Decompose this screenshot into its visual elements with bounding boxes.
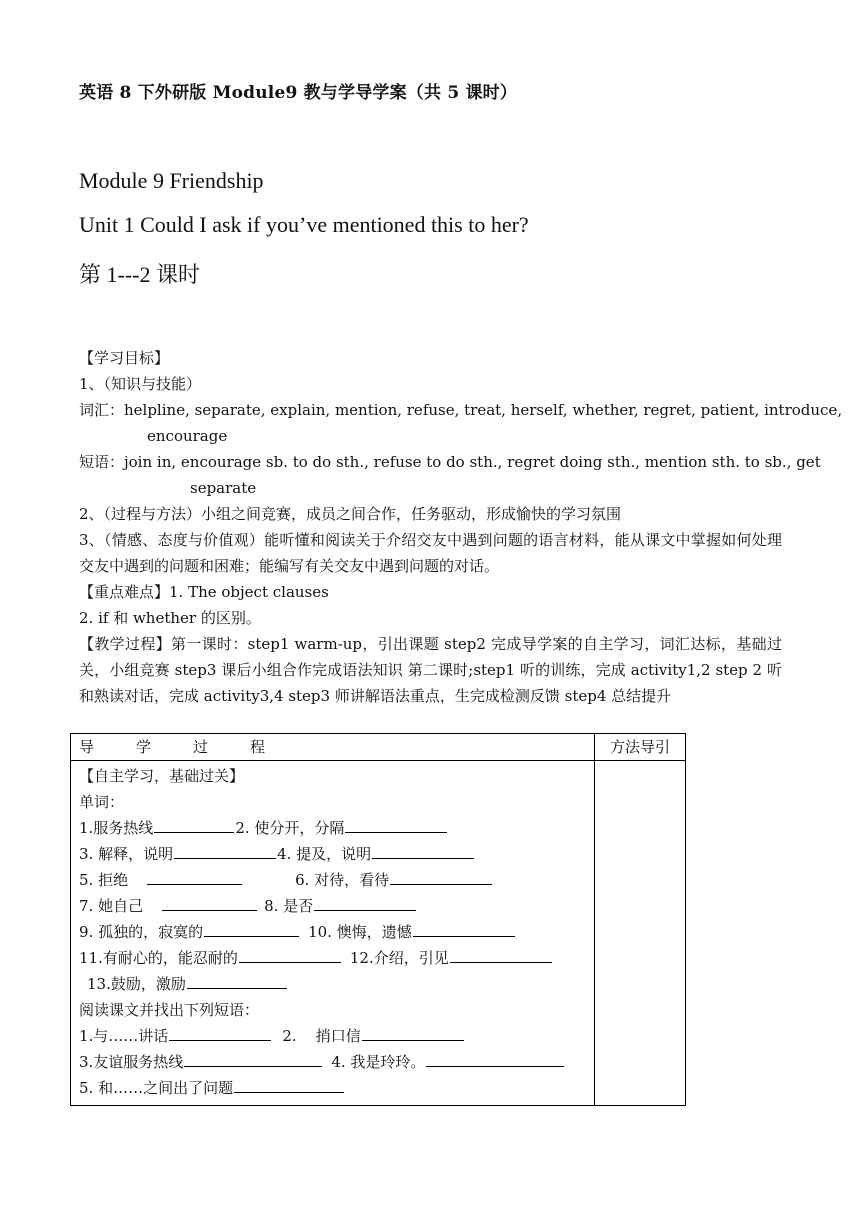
goals-heading: 【学习目标】 — [79, 349, 170, 367]
answer-blank[interactable] — [154, 815, 234, 833]
words-label: 单词： — [79, 793, 125, 811]
answer-blank[interactable] — [314, 893, 416, 911]
phrase-item: 2. 捎口信 — [282, 1027, 361, 1045]
phrase-item: 4. 我是玲玲。 — [331, 1053, 426, 1071]
word-row — [79, 893, 586, 919]
word-item: 10. 懊悔，遗憾 — [308, 923, 412, 941]
word-item: 8. 是否 — [264, 897, 314, 915]
process-content-cell — [71, 761, 595, 1106]
answer-blank[interactable] — [413, 919, 515, 937]
period-title: 第 1---2 课时 — [79, 262, 200, 287]
phrases-line-1: 短语：join in, encourage sb. to do sth., refuse to do sth., regret doing sth., mention sth. to sb., get — [79, 453, 821, 471]
answer-blank[interactable] — [390, 867, 492, 885]
word-row — [79, 841, 586, 867]
document-title: 英语 8 下外研版 Module9 教与学导学案（共 5 课时） — [79, 83, 518, 103]
word-item: 12.介绍，引见 — [349, 949, 449, 967]
word-item: 13.鼓励，激励 — [87, 975, 186, 993]
answer-blank[interactable] — [147, 867, 242, 885]
header-char: 导 — [79, 738, 95, 756]
phrases-label: 阅读课文并找出下列短语： — [79, 1001, 260, 1019]
word-item: 6. 对待，看待 — [295, 871, 390, 889]
header-char: 学 — [136, 738, 152, 756]
word-row — [79, 815, 586, 841]
word-row — [79, 945, 586, 971]
word-item: 1.服务热线 — [79, 819, 154, 837]
table-body-row — [71, 761, 686, 1106]
word-row — [79, 971, 586, 997]
phrase-row — [79, 1023, 586, 1049]
word-item: 7. 她自己 — [79, 897, 144, 915]
answer-blank[interactable] — [234, 1075, 344, 1093]
vocabulary-line-2: encourage — [147, 427, 228, 445]
module-title: Module 9 Friendship — [79, 168, 264, 193]
answer-blank[interactable] — [162, 893, 257, 911]
phrase-item: 3.友谊服务热线 — [79, 1053, 184, 1071]
answer-blank[interactable] — [426, 1049, 564, 1067]
word-item: 5. 拒绝 — [79, 871, 129, 889]
process-header-cell — [71, 734, 595, 761]
goal-item-1: 1、（知识与技能） — [79, 375, 202, 393]
header-char: 程 — [250, 738, 266, 756]
table-header-row — [71, 734, 686, 761]
header-char: 过 — [193, 738, 209, 756]
word-item: 4. 提及，说明 — [277, 845, 372, 863]
phrase-item: 5. 和……之间出了问题 — [79, 1079, 234, 1097]
key-points-line-1: 【重点难点】1. The object clauses — [79, 583, 329, 601]
word-row — [79, 867, 586, 893]
answer-blank[interactable] — [174, 841, 276, 859]
method-guide-header: 方法导引 — [595, 734, 686, 761]
word-row — [79, 919, 586, 945]
goal-item-3: 3、（情感、态度与价值观）能听懂和阅读关于介绍交友中遇到问题的语言材料，能从课文中掌握如何处理交友中遇到的问题和困难；能编写有关交友中遇到问题的对话。 — [79, 531, 782, 575]
answer-blank[interactable] — [187, 971, 287, 989]
answer-blank[interactable] — [204, 919, 299, 937]
answer-blank[interactable] — [184, 1049, 322, 1067]
answer-blank[interactable] — [450, 945, 552, 963]
answer-blank[interactable] — [362, 1023, 464, 1041]
phrase-row — [79, 1075, 586, 1101]
teaching-process-text: 【教学过程】第一课时：step1 warm-up，引出课题 step2 完成导学案的自主学习，词汇达标，基础过关，小组竞赛 step3 课后小组合作完成语法知识 第二课时;step1 听的训练，完成 activity1,2 step 2 听和熟读对话，完成 activity3,4 step3 师讲解语法重点，生完成检测反馈 step4 总结提升 — [79, 635, 782, 705]
word-item: 3. 解释，说明 — [79, 845, 174, 863]
phrase-row — [79, 1049, 586, 1075]
section-title: 【自主学习，基础过关】 — [79, 767, 245, 785]
answer-blank[interactable] — [239, 945, 341, 963]
goal-item-2: 2、（过程与方法）小组之间竞赛，成员之间合作，任务驱动，形成愉快的学习氛围 — [79, 505, 622, 523]
key-points-line-2: 2. if 和 whether 的区别。 — [79, 609, 261, 627]
answer-blank[interactable] — [169, 1023, 271, 1041]
method-guide-cell — [595, 761, 686, 1106]
word-item: 9. 孤独的，寂寞的 — [79, 923, 204, 941]
word-item: 11.有耐心的，能忍耐的 — [79, 949, 238, 967]
phrase-item: 1.与……讲话 — [79, 1027, 169, 1045]
answer-blank[interactable] — [372, 841, 474, 859]
phrases-line-2: separate — [190, 479, 257, 497]
vocabulary-line-1: 词汇：helpline, separate, explain, mention, refuse, treat, herself, whether, regret, patient, introduce, — [79, 401, 843, 419]
study-process-table — [70, 733, 686, 1106]
answer-blank[interactable] — [345, 815, 447, 833]
word-item: 2. 使分开，分隔 — [235, 819, 345, 837]
unit-title: Unit 1 Could I ask if you’ve mentioned this to her? — [79, 212, 529, 237]
